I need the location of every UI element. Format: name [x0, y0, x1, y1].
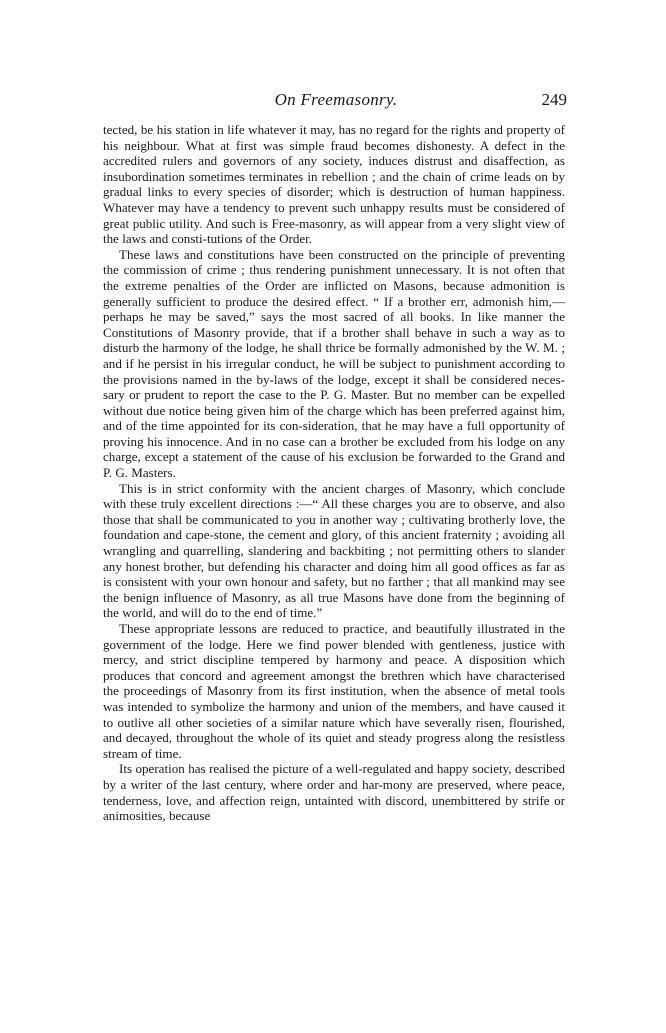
body-text: [103, 122, 565, 824]
paragraph: This is in strict conformity with the ancient charges of Masonry, which conclude with these truly excellent directions :—“ All these charges you are to observe, and also those that shall be communicated to you in another way ; cultivating brotherly love, the foundation and cape-stone, the cement and glory, of this ancient fraternity ; avoiding all wrangling and quarrelling, slandering and backbiting ; not permitting others to slander any honest brother, but defending his character and doing him all good offices as far as is consistent with your own honour and safety, but no farther ; that all mankind may see the benign influence of Masonry, as all true Masons have done from the beginning of the world, and will do to the end of time.”: [103, 480, 565, 621]
paragraph: These laws and constitutions have been constructed on the principle of preventing the commission of crime ; thus rendering punishment unnecessary. It is not often that the extreme penalties of the Order are inflicted on Masons, because admonition is generally sufficient to produce the desired effect. “ If a brother err, admonish him,—perhaps he may be saved,” says the most sacred of all books. In like manner the Constitutions of Masonry provide, that if a brother shall behave in such a way as to disturb the harmony of the lodge, he shall thrice be formally admonished by the W. M. ; and if he persist in his irregular conduct, he will be subject to punishment according to the provisions named in the by-laws of the lodge, except it shall be considered neces-sary or prudent to report the case to the P. G. Master. But no member can be expelled without due notice being given him of the charge which has been preferred against him, and of the time appointed for its con-sideration, that he may have a full opportunity of proving his innocence. And in no case can a brother be excluded from his lodge on any charge, except a statement of the cause of his exclusion be forwarded to the Grand and P. G. Masters.: [103, 246, 565, 481]
running-title: On Freemasonry.: [274, 90, 398, 109]
page-number: 249: [541, 90, 567, 109]
paragraph: These appropriate lessons are reduced to practice, and beautifully illustrated in the government of the lodge. Here we find power blended with gentleness, justice with mercy, and strict discipline tempered by harmony and peace. A disposition which produces that concord and agreement amongst the brethren which have characterised the proceedings of Masonry from its first institution, when the absence of metal tools was intended to symbolize the harmony and union of the members, and have caused it to outlive all other societies of a similar nature which have severally risen, flourished, and decayed, throughout the whole of its quiet and steady progress along the resistless stream of time.: [103, 621, 565, 761]
page-header: [105, 90, 567, 112]
paragraph-continued: tected, be his station in life whatever it may, has no regard for the rights and property of his neighbour. What at first was simple fraud becomes dishonesty. A defect in the accredited rulers and governors of any society, induces distrust and disaffection, as insubordination sometimes terminates in rebellion ; and the chain of crime leads on by gradual links to every species of disorder; which is destruction of human happiness. Whatever may have a tendency to prevent such unhappy results must be considered of great public utility. And such is Free-masonry, as will appear from a very slight view of the laws and consti-tutions of the Order.: [103, 122, 565, 247]
paragraph: Its operation has realised the picture of a well-regulated and happy society, described by a writer of the last century, where order and har-mony are preserved, where peace, tenderness, love, and affection reign, untainted with discord, unembittered by strife or animosities, because: [103, 761, 565, 824]
